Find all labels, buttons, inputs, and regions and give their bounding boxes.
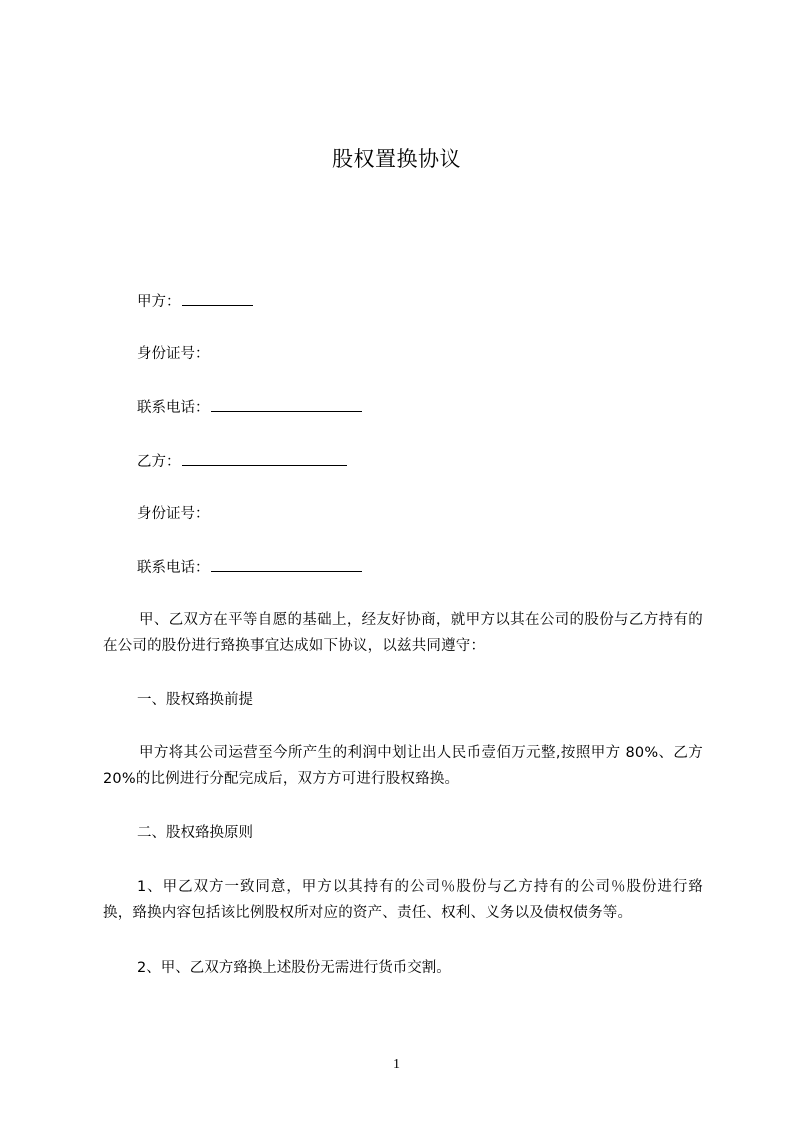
party-b-id-line <box>137 504 210 524</box>
party-b-phone-blank <box>211 557 362 572</box>
party-b-blank <box>182 451 347 466</box>
section2-item2: 2、甲、乙双方臵换上述股份无需进行货币交割。 <box>137 960 451 976</box>
party-a-phone-line <box>137 397 362 418</box>
party-b-phone-line <box>137 557 362 578</box>
intro-paragraph: 甲、乙双方在平等自愿的基础上，经友好协商，就甲方以其在公司的股份与乙方持有的在公司的股份进行臵换事宜达成如下协议，以兹共同遵守： <box>103 612 703 654</box>
party-b-line <box>137 451 347 472</box>
party-b-phone-label: 联系电话： <box>137 560 210 576</box>
party-a-line <box>137 291 253 312</box>
document-title: 股权置换协议 <box>332 147 461 171</box>
party-a-id-line <box>137 344 210 364</box>
party-a-label: 甲方： <box>137 294 181 310</box>
party-b-label: 乙方： <box>137 454 181 470</box>
section1-body: 甲方将其公司运营至今所产生的利润中划让出人民币壹佰万元整,按照甲方 80%、乙方 20%的比例进行分配完成后，双方方可进行股权臵换。 <box>103 745 703 787</box>
section2-item1: 1、甲乙双方一致同意，甲方以其持有的公司％股份与乙方持有的公司％股份进行臵换，臵换内容包括该比例股权所对应的资产、责任、权利、义务以及债权债务等。 <box>103 879 703 921</box>
party-a-id-label: 身份证号： <box>137 346 210 362</box>
party-a-phone-label: 联系电话： <box>137 400 210 416</box>
party-b-id-label: 身份证号： <box>137 506 210 522</box>
party-a-phone-blank <box>211 397 362 412</box>
page-number: 1 <box>393 1057 400 1072</box>
section2-heading: 二、股权臵换原则 <box>137 825 253 841</box>
party-a-blank <box>182 291 253 306</box>
section1-heading: 一、股权臵换前提 <box>137 692 253 708</box>
